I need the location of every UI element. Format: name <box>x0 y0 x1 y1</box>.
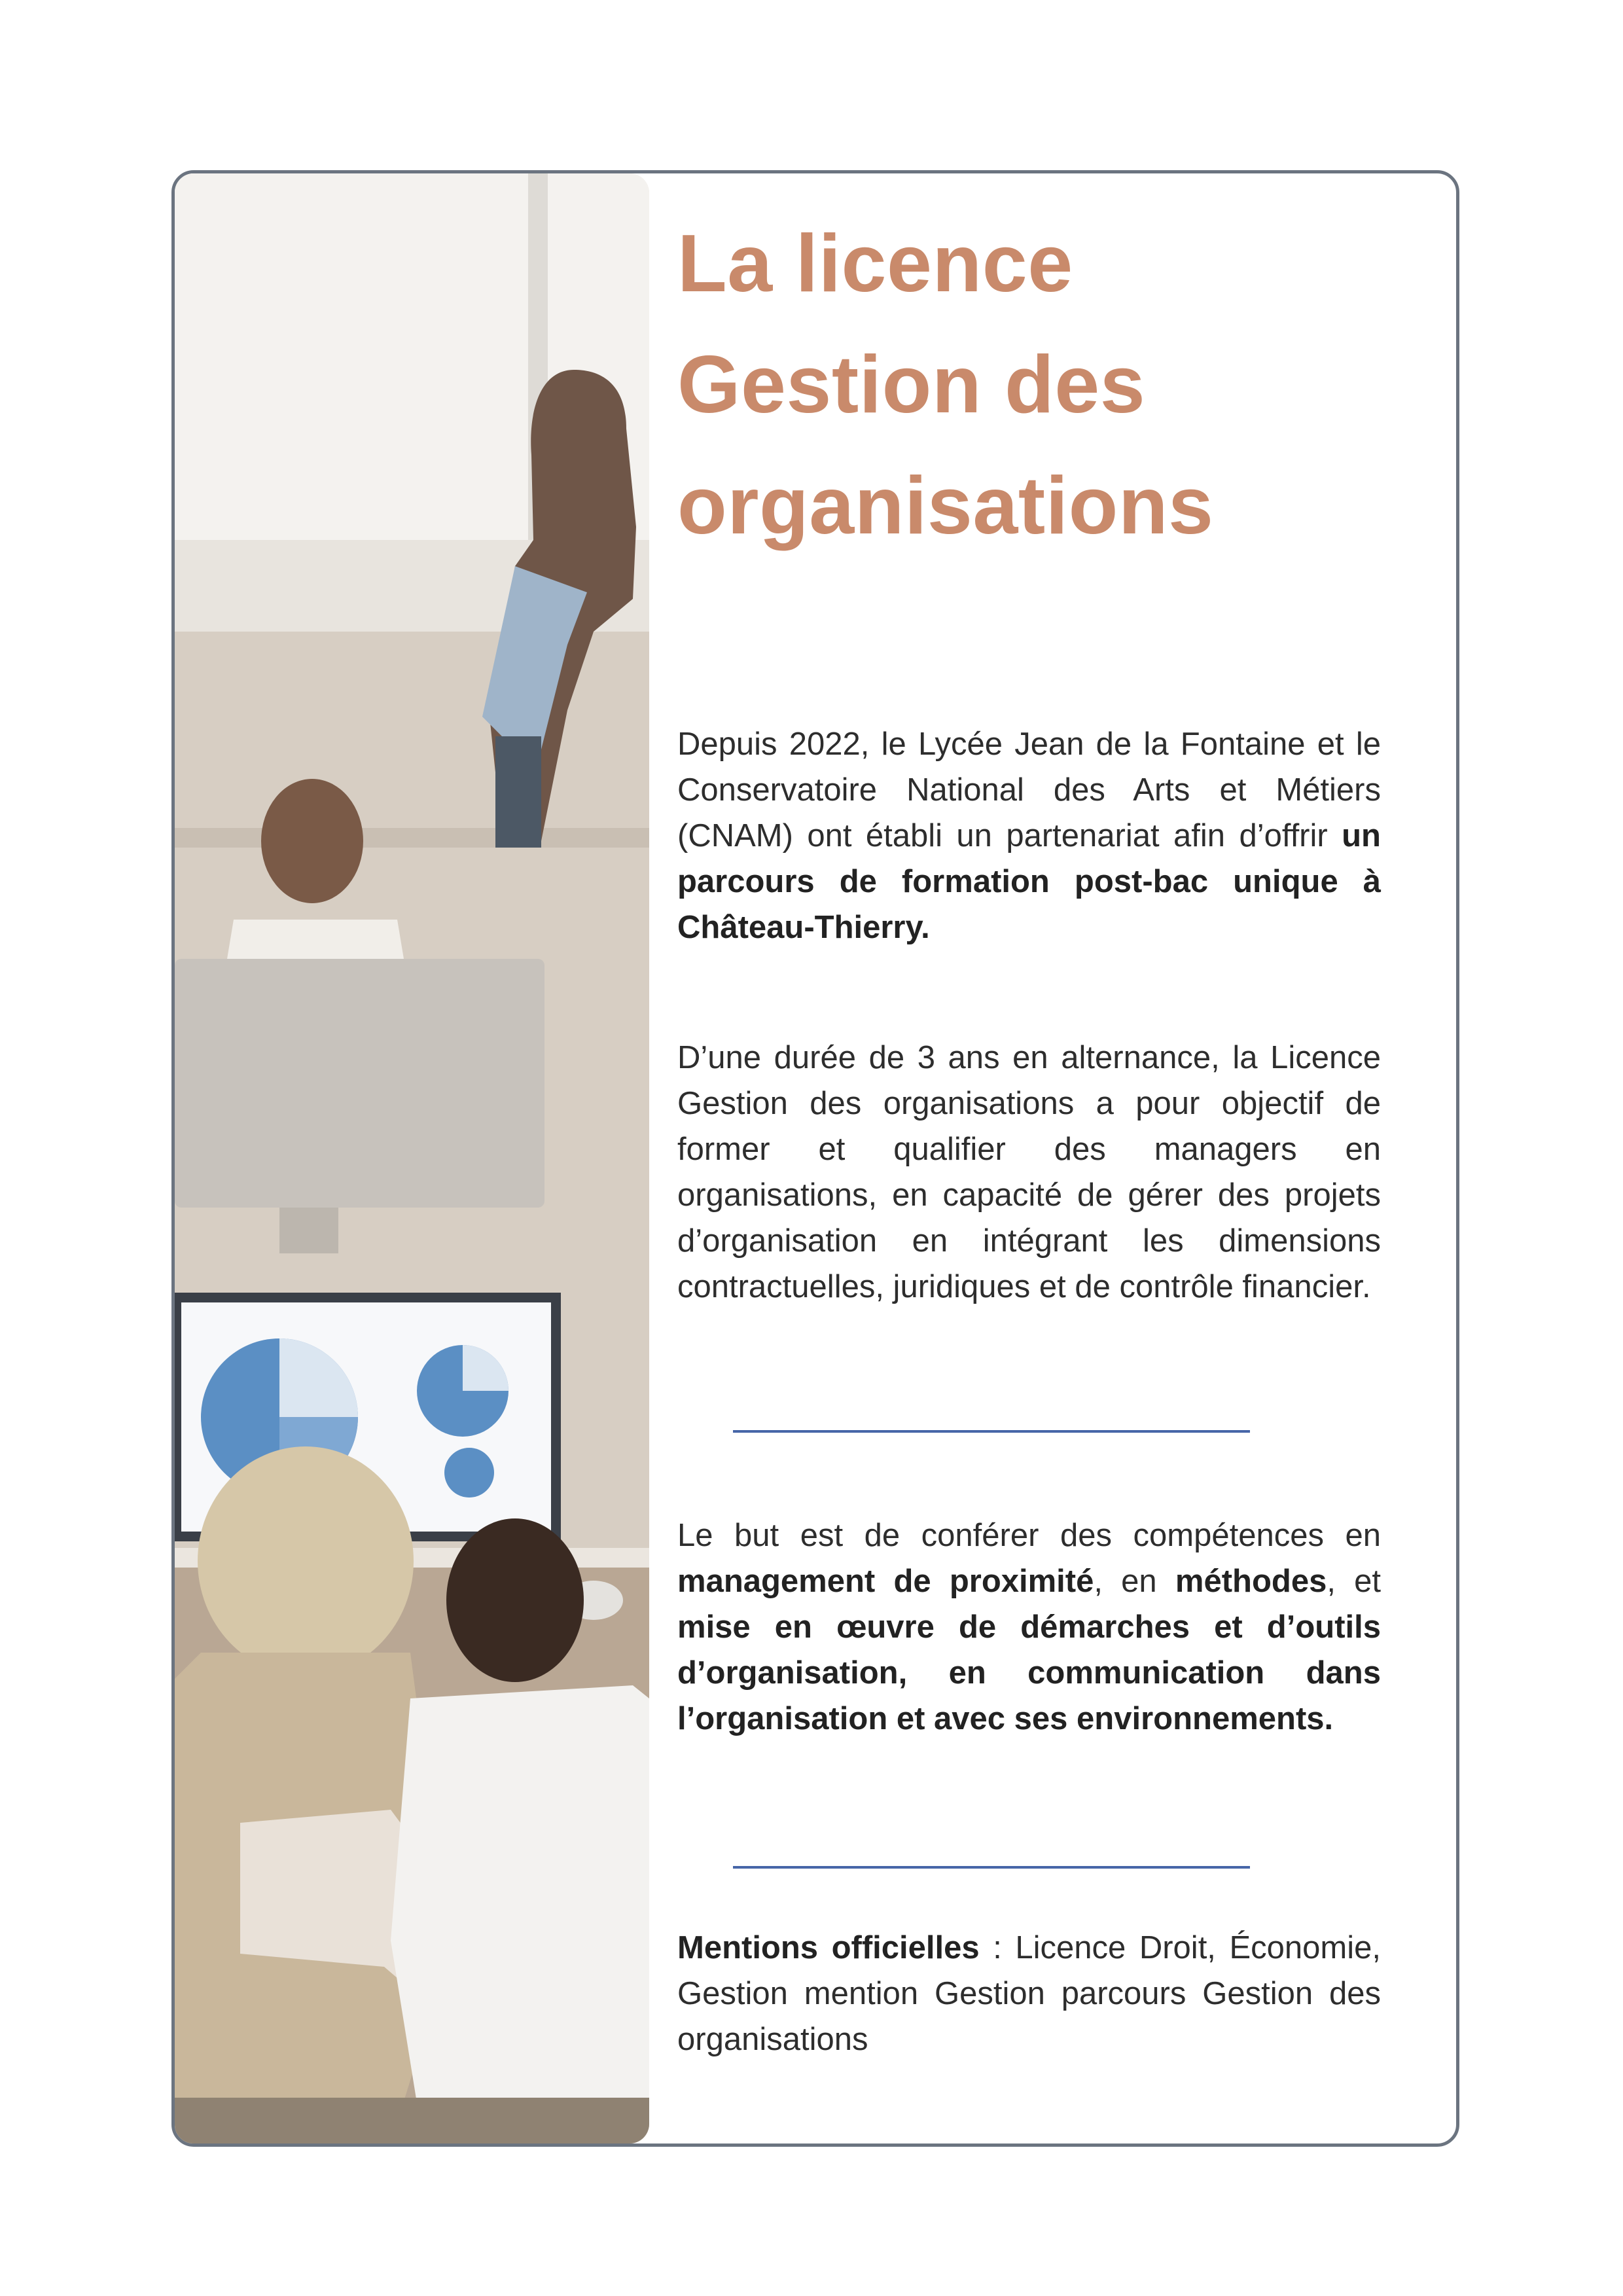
duration-text: D’une durée de 3 ans en alternance, la Licence Gestion des organisations a pour objectif de former et qualifier des managers en organisations, en capacité de gérer des projets d’organisation en intégrant les dimensions contractuelles, juridiques et de contrôle financier. <box>677 1040 1381 1304</box>
intro-emphasis: un parcours de formation post-bac unique à Château-Thierry. <box>677 818 1381 945</box>
skills-intro: Le but est de conférer des compétences en <box>677 1518 1381 1553</box>
title-line-2: Gestion des <box>677 340 1146 430</box>
office-photo-illustration <box>175 173 649 2144</box>
duration-paragraph <box>677 1035 1381 1310</box>
skills-separator-2: , et <box>1327 1564 1381 1599</box>
official-mentions-paragraph <box>677 1925 1381 2062</box>
skills-emphasis-management: management de proximité <box>677 1564 1094 1599</box>
official-mentions-text: : Licence Droit, Économie, Gestion mention Gestion parcours Gestion des organisations <box>677 1930 1381 2057</box>
official-mentions-label: Mentions officielles <box>677 1930 980 1965</box>
skills-emphasis-methods: méthodes <box>1175 1564 1327 1599</box>
office-photo <box>175 173 649 2144</box>
title-line-3: organisations <box>677 461 1214 551</box>
skills-emphasis-organisation: mise en œuvre de démarches et d’outils d’organisation, en communication dans l’organisation et avec ses environnements. <box>677 1609 1381 1736</box>
section-divider-2 <box>733 1866 1250 1869</box>
skills-separator-1: , en <box>1094 1564 1175 1599</box>
page-title <box>677 204 1430 567</box>
skills-paragraph <box>677 1513 1381 1742</box>
title-line-1: La licence <box>677 219 1073 309</box>
brochure-card <box>171 170 1459 2147</box>
intro-text: Depuis 2022, le Lycée Jean de la Fontaine et le Conservatoire National des Arts et Métiers (CNAM) ont établi un partenariat afin d’offrir <box>677 726 1381 853</box>
intro-paragraph <box>677 721 1381 950</box>
section-divider-1 <box>733 1430 1250 1433</box>
